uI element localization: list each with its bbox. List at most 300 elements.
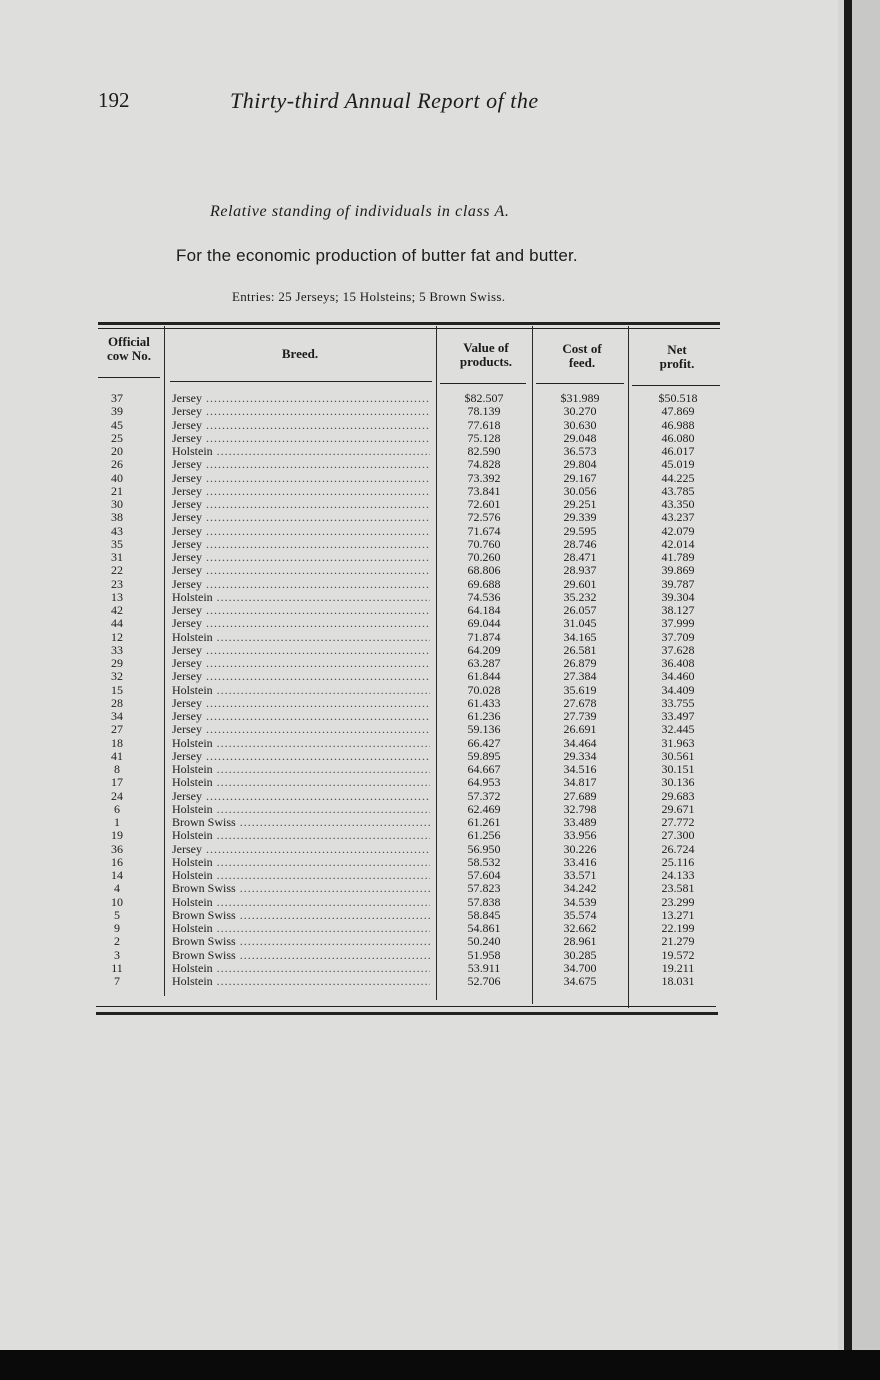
cow-number: 9: [114, 921, 120, 935]
net-profit-cell: 34.409: [661, 682, 695, 697]
cow-number: 20: [111, 444, 123, 458]
cow-number: 39: [111, 404, 123, 419]
cost-cell: 30.270: [563, 404, 597, 419]
table-row: [96, 856, 716, 869]
table-row: [96, 670, 716, 683]
net-profit-cell: 33.497: [661, 709, 695, 723]
header-rule-2: [170, 381, 432, 382]
cost-cell: 29.334: [563, 748, 597, 763]
cost-cell: 34.817: [563, 775, 597, 790]
breed-cell: Jersey .....: [172, 697, 430, 710]
table-row: [96, 975, 716, 988]
breed-cell: Jersey .....: [172, 564, 430, 577]
net-profit-cell: 41.789: [661, 550, 695, 564]
cow-number: 34: [111, 709, 123, 723]
value-cell: 61.261: [467, 815, 501, 829]
table-row: [96, 882, 716, 895]
net-profit-cell: 42.014: [661, 536, 695, 551]
cow-number: 26: [111, 457, 123, 472]
breed-cell: Holstein .....: [172, 803, 430, 816]
cow-number: 1: [114, 815, 120, 829]
net-profit-cell: 47.869: [661, 404, 695, 419]
table-row: [96, 843, 716, 856]
cost-cell: 28.937: [563, 563, 597, 578]
breed-cell: Jersey .....: [172, 790, 430, 803]
value-cell: 61.844: [467, 669, 501, 684]
cost-cell: 34.516: [563, 762, 597, 776]
scan-bottom-band: [0, 1350, 880, 1380]
breed-cell: Jersey .....: [172, 723, 430, 736]
cost-cell: $31.989: [560, 391, 600, 405]
cost-cell: 35.232: [563, 589, 597, 604]
cow-number: 40: [111, 470, 123, 485]
cow-number: 30: [111, 497, 123, 511]
cost-cell: 27.689: [563, 788, 597, 803]
cow-number: 11: [111, 960, 123, 975]
table-row: [96, 922, 716, 935]
cow-number: 6: [114, 801, 120, 816]
net-profit-cell: 34.460: [661, 669, 695, 684]
header-breed: Breed.: [281, 346, 319, 361]
cost-cell: 29.804: [563, 457, 597, 472]
breed-cell: Brown Swiss .....: [172, 949, 430, 962]
value-cell: 52.706: [467, 974, 501, 988]
cost-cell: 28.961: [563, 934, 597, 949]
cow-number: 35: [111, 536, 123, 551]
header-value-line2: products.: [459, 354, 513, 369]
net-profit-cell: 33.755: [661, 695, 695, 710]
cow-number: 36: [111, 841, 123, 856]
net-profit-cell: 45.019: [661, 457, 695, 472]
breed-cell: Holstein .....: [172, 856, 430, 869]
cow-number: 3: [114, 947, 120, 962]
table-row: [96, 949, 716, 962]
cost-cell: 27.739: [563, 709, 597, 723]
breed-cell: Jersey .....: [172, 538, 430, 551]
breed-cell: Jersey .....: [172, 604, 430, 617]
cost-cell: 33.571: [563, 868, 597, 882]
header-value-line1: Value of: [463, 340, 509, 355]
cost-cell: 29.601: [563, 576, 597, 591]
breed-cell: Brown Swiss .....: [172, 816, 430, 829]
table-row: [96, 790, 716, 803]
header-cow-no-line2: cow No.: [106, 348, 152, 363]
table-row: [96, 697, 716, 710]
table-row: [96, 525, 716, 538]
table-row: [96, 392, 716, 405]
header-net: [632, 343, 722, 371]
cost-cell: 27.678: [563, 695, 597, 710]
value-cell: 51.958: [467, 947, 501, 962]
net-profit-cell: $50.518: [658, 391, 698, 405]
table-row: [96, 551, 716, 564]
cow-number: 19: [111, 828, 123, 843]
net-profit-cell: 30.561: [661, 748, 695, 763]
breed-cell: Brown Swiss .....: [172, 909, 430, 922]
value-cell: 64.209: [467, 642, 501, 657]
cost-cell: 30.630: [563, 417, 597, 432]
value-cell: $82.507: [464, 391, 504, 405]
breed-cell: Brown Swiss .....: [172, 882, 430, 895]
breed-cell: Holstein .....: [172, 829, 430, 842]
cost-cell: 29.048: [563, 430, 597, 445]
cow-number: 5: [114, 907, 120, 922]
table-row: [96, 737, 716, 750]
value-cell: 56.950: [467, 841, 501, 856]
value-cell: 68.806: [467, 563, 501, 578]
header-cow-no: [96, 335, 162, 363]
cost-cell: 26.691: [563, 722, 597, 737]
top-rule-thin: [98, 328, 720, 329]
value-cell: 63.287: [467, 656, 501, 670]
value-cell: 58.845: [467, 907, 501, 922]
net-profit-cell: 42.079: [661, 523, 695, 538]
table-row: [96, 644, 716, 657]
value-cell: 77.618: [467, 417, 501, 432]
cost-cell: 30.285: [563, 947, 597, 962]
table-row: [96, 498, 716, 511]
value-cell: 57.604: [467, 868, 501, 882]
net-profit-cell: 21.279: [661, 934, 695, 949]
table-row: [96, 710, 716, 723]
breed-cell: Jersey .....: [172, 432, 430, 445]
value-cell: 72.601: [467, 497, 501, 511]
cow-number: 44: [111, 616, 123, 631]
cow-number: 37: [111, 391, 123, 405]
breed-cell: Jersey .....: [172, 750, 430, 763]
header-rule-3: [440, 383, 526, 384]
value-cell: 58.532: [467, 854, 501, 869]
net-profit-cell: 29.671: [661, 801, 695, 816]
table-row: [96, 591, 716, 604]
value-cell: 70.260: [467, 550, 501, 564]
net-profit-cell: 19.211: [661, 960, 695, 975]
table-row: [96, 776, 716, 789]
breed-cell: Jersey .....: [172, 405, 430, 418]
breed-cell: Holstein .....: [172, 962, 430, 975]
header-net-line2: profit.: [659, 356, 695, 371]
breed-cell: Brown Swiss .....: [172, 935, 430, 948]
breed-cell: Holstein .....: [172, 631, 430, 644]
breed-cell: Jersey .....: [172, 710, 430, 723]
cow-number: 41: [111, 748, 123, 763]
breed-cell: Jersey .....: [172, 525, 430, 538]
breed-cell: Jersey .....: [172, 657, 430, 670]
cow-number: 42: [111, 603, 123, 617]
cost-cell: 29.167: [563, 470, 597, 485]
breed-cell: Jersey .....: [172, 419, 430, 432]
bottom-rule: [96, 1012, 718, 1015]
value-cell: 57.823: [467, 881, 501, 896]
breed-cell: Holstein .....: [172, 922, 430, 935]
cow-number: 21: [111, 483, 123, 498]
net-profit-cell: 46.017: [661, 444, 695, 458]
cow-number: 2: [114, 934, 120, 949]
table-row: [96, 485, 716, 498]
table-row: [96, 458, 716, 471]
value-cell: 64.953: [467, 775, 501, 790]
cow-number: 18: [111, 735, 123, 750]
header-rule-4: [536, 383, 624, 384]
cow-number: 23: [111, 576, 123, 591]
value-cell: 74.536: [467, 589, 501, 604]
value-cell: 82.590: [467, 444, 501, 458]
net-profit-cell: 37.628: [661, 642, 695, 657]
net-profit-cell: 27.772: [661, 815, 695, 829]
page-number: 192: [98, 88, 130, 112]
net-profit-cell: 37.709: [661, 629, 695, 644]
top-rule: [98, 322, 720, 325]
running-head: Thirty-third Annual Report of the: [230, 88, 539, 113]
breed-cell: Holstein .....: [172, 896, 430, 909]
cost-cell: 30.056: [563, 483, 597, 498]
breed-cell: Holstein .....: [172, 776, 430, 789]
value-cell: 61.433: [467, 695, 501, 710]
cost-cell: 34.165: [563, 629, 597, 644]
cow-number: 31: [111, 550, 123, 564]
cow-number: 13: [111, 589, 123, 604]
header-cow-no-line1: Official: [108, 334, 150, 349]
net-profit-cell: 39.869: [661, 563, 695, 578]
value-cell: 73.841: [467, 483, 501, 498]
table-row: [96, 816, 716, 829]
cow-number: 16: [111, 854, 123, 869]
net-profit-cell: 46.080: [661, 430, 695, 445]
cost-cell: 34.700: [563, 960, 597, 975]
cost-cell: 26.057: [563, 603, 597, 617]
value-cell: 62.469: [467, 801, 501, 816]
value-cell: 71.674: [467, 523, 501, 538]
value-cell: 59.895: [467, 748, 501, 763]
table-row: [96, 750, 716, 763]
table-row: [96, 869, 716, 882]
value-cell: 57.838: [467, 894, 501, 909]
cow-number: 22: [111, 563, 123, 578]
value-cell: 64.184: [467, 603, 501, 617]
net-profit-cell: 30.151: [661, 762, 695, 776]
cost-cell: 28.746: [563, 536, 597, 551]
table-row: [96, 419, 716, 432]
value-cell: 57.372: [467, 788, 501, 803]
cost-cell: 28.471: [563, 550, 597, 564]
cost-cell: 29.251: [563, 497, 597, 511]
cost-cell: 31.045: [563, 616, 597, 631]
cost-cell: 34.464: [563, 735, 597, 750]
breed-cell: Holstein .....: [172, 684, 430, 697]
net-profit-cell: 29.683: [661, 788, 695, 803]
header-rule-1: [98, 377, 160, 378]
cow-number: 17: [111, 775, 123, 790]
value-cell: 75.128: [467, 430, 501, 445]
cow-number: 28: [111, 695, 123, 710]
table-row: [96, 684, 716, 697]
table-row: [96, 445, 716, 458]
cost-cell: 33.416: [563, 854, 597, 869]
cost-cell: 33.956: [563, 828, 597, 843]
cow-number: 38: [111, 510, 123, 525]
table-row: [96, 657, 716, 670]
net-profit-cell: 44.225: [661, 470, 695, 485]
value-cell: 70.028: [467, 682, 501, 697]
cost-cell: 34.242: [563, 881, 597, 896]
breed-cell: Holstein .....: [172, 975, 430, 988]
value-cell: 54.861: [467, 921, 501, 935]
header-cost-line1: Cost of: [562, 341, 602, 356]
header-cost: [536, 342, 628, 370]
net-profit-cell: 18.031: [661, 974, 695, 988]
value-cell: 61.236: [467, 709, 501, 723]
table-row: [96, 829, 716, 842]
value-cell: 66.427: [467, 735, 501, 750]
breed-cell: Jersey .....: [172, 472, 430, 485]
table-title: Relative standing of individuals in class A.: [210, 203, 510, 220]
value-cell: 69.044: [467, 616, 501, 631]
table-row: [96, 405, 716, 418]
cost-cell: 30.226: [563, 841, 597, 856]
entries-note: Entries: 25 Jerseys; 15 Holsteins; 5 Brown Swiss.: [232, 289, 506, 304]
cow-number: 15: [111, 682, 123, 697]
value-cell: 61.256: [467, 828, 501, 843]
net-profit-cell: 31.963: [661, 735, 695, 750]
value-cell: 53.911: [467, 960, 501, 975]
table-row: [96, 962, 716, 975]
net-profit-cell: 36.408: [661, 656, 695, 670]
cost-cell: 33.489: [563, 815, 597, 829]
cost-cell: 26.581: [563, 642, 597, 657]
net-profit-cell: 43.785: [661, 483, 695, 498]
value-cell: 71.874: [467, 629, 501, 644]
table-row: [96, 432, 716, 445]
bottom-rule-thin: [96, 1006, 716, 1007]
table-row: [96, 617, 716, 630]
breed-cell: Holstein .....: [172, 591, 430, 604]
breed-cell: Jersey .....: [172, 498, 430, 511]
value-cell: 72.576: [467, 510, 501, 525]
net-profit-cell: 37.999: [661, 616, 695, 631]
cost-cell: 29.339: [563, 510, 597, 525]
value-cell: 50.240: [467, 934, 501, 949]
cow-number: 4: [114, 881, 120, 896]
page-edge: [852, 0, 880, 1350]
cow-number: 45: [111, 417, 123, 432]
net-profit-cell: 26.724: [661, 841, 695, 856]
breed-cell: Jersey .....: [172, 578, 430, 591]
value-cell: 70.760: [467, 536, 501, 551]
net-profit-cell: 23.581: [661, 881, 695, 896]
cow-number: 24: [111, 788, 123, 803]
value-cell: 78.139: [467, 404, 501, 419]
value-cell: 59.136: [467, 722, 501, 737]
net-profit-cell: 24.133: [661, 868, 695, 882]
table-row: [96, 631, 716, 644]
cow-number: 25: [111, 430, 123, 445]
table-row: [96, 935, 716, 948]
value-cell: 73.392: [467, 470, 501, 485]
table-row: [96, 538, 716, 551]
breed-cell: Holstein .....: [172, 737, 430, 750]
net-profit-cell: 13.271: [661, 907, 695, 922]
cow-number: 27: [111, 722, 123, 737]
cow-number: 7: [114, 974, 120, 988]
net-profit-cell: 23.299: [661, 894, 695, 909]
cost-cell: 34.675: [563, 974, 597, 988]
cow-number: 29: [111, 656, 123, 670]
breed-cell: Jersey .....: [172, 551, 430, 564]
cost-cell: 32.662: [563, 921, 597, 935]
cow-number: 33: [111, 642, 123, 657]
net-profit-cell: 27.300: [661, 828, 695, 843]
cow-number: 8: [114, 762, 120, 776]
table-row: [96, 723, 716, 736]
net-profit-cell: 46.988: [661, 417, 695, 432]
table-row: [96, 896, 716, 909]
net-profit-cell: 39.304: [661, 589, 695, 604]
cost-cell: 26.879: [563, 656, 597, 670]
breed-cell: Jersey .....: [172, 392, 430, 405]
value-cell: 64.667: [467, 762, 501, 776]
header-net-line1: Net: [667, 342, 687, 357]
table-subtitle: For the economic production of butter fat and butter.: [176, 246, 578, 265]
cost-cell: 29.595: [563, 523, 597, 538]
breed-cell: Holstein .....: [172, 869, 430, 882]
breed-cell: Jersey .....: [172, 485, 430, 498]
table-row: [96, 763, 716, 776]
table-row: [96, 909, 716, 922]
breed-cell: Holstein .....: [172, 763, 430, 776]
value-cell: 74.828: [467, 457, 501, 472]
breed-cell: Holstein .....: [172, 445, 430, 458]
cost-cell: 36.573: [563, 444, 597, 458]
breed-cell: Jersey .....: [172, 511, 430, 524]
header-rule-5: [632, 385, 720, 386]
header-cost-line2: feed.: [568, 355, 596, 370]
cost-cell: 34.539: [563, 894, 597, 909]
breed-cell: Jersey .....: [172, 458, 430, 471]
net-profit-cell: 19.572: [661, 947, 695, 962]
breed-cell: Jersey .....: [172, 617, 430, 630]
cost-cell: 35.619: [563, 682, 597, 697]
table-row: [96, 803, 716, 816]
breed-cell: Jersey .....: [172, 670, 430, 683]
net-profit-cell: 32.445: [661, 722, 695, 737]
cow-number: 43: [111, 523, 123, 538]
table-row: [96, 564, 716, 577]
net-profit-cell: 38.127: [661, 603, 695, 617]
net-profit-cell: 22.199: [661, 921, 695, 935]
table-body: [96, 392, 716, 988]
cost-cell: 27.384: [563, 669, 597, 684]
table-row: [96, 604, 716, 617]
net-profit-cell: 39.787: [661, 576, 695, 591]
table-row: [96, 472, 716, 485]
table-row: [96, 578, 716, 591]
cow-number: 10: [111, 894, 123, 909]
cost-cell: 35.574: [563, 907, 597, 922]
breed-cell: Jersey .....: [172, 843, 430, 856]
net-profit-cell: 25.116: [661, 854, 695, 869]
net-profit-cell: 43.350: [661, 497, 695, 511]
header-value: [440, 341, 532, 369]
net-profit-cell: 43.237: [661, 510, 695, 525]
cow-number: 12: [111, 629, 123, 644]
page-edge-shadow: [844, 0, 852, 1350]
table-row: [96, 511, 716, 524]
value-cell: 69.688: [467, 576, 501, 591]
cow-number: 14: [111, 868, 123, 882]
cost-cell: 32.798: [563, 801, 597, 816]
net-profit-cell: 30.136: [661, 775, 695, 790]
breed-cell: Jersey .....: [172, 644, 430, 657]
